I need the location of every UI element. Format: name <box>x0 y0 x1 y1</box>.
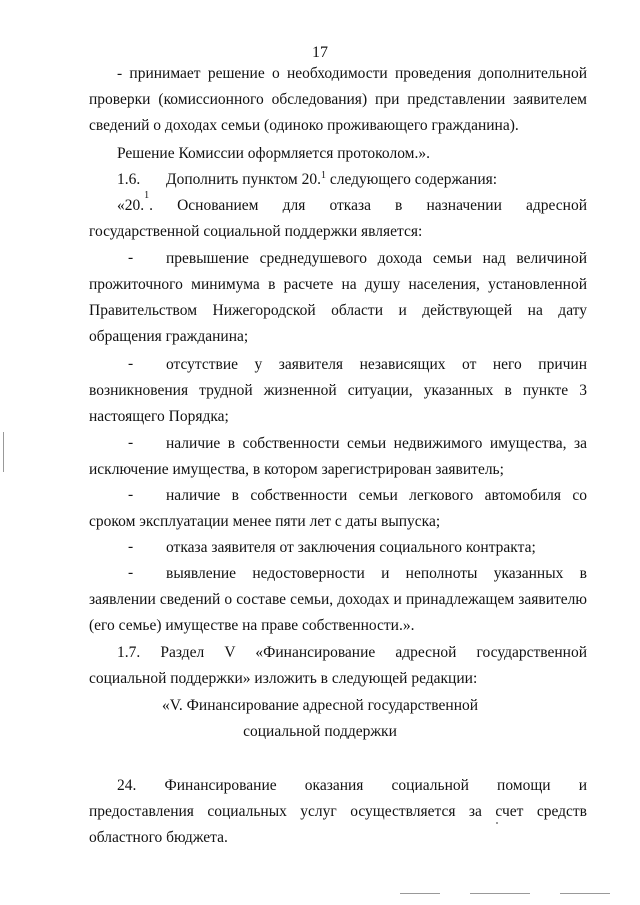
clause-20-1-line-1-rest: . Основанием для отказа в назначении адресной <box>149 197 587 214</box>
item-1-6-sup: 1 <box>320 170 326 181</box>
scan-speck <box>470 893 530 894</box>
bullet-6-line-2: заявлении сведений о составе семьи, доходах и принадлежащем заявителю <box>89 591 587 608</box>
bullet-5-dash: - <box>128 538 134 555</box>
para-decision-line-3: сведений о доходах семьи (одиноко проживающего гражданина). <box>89 117 519 134</box>
bullet-6-line-1: выявление недостоверности и неполноты указанных в <box>166 565 587 582</box>
bullet-3-line-2: исключение имущества, в котором зарегистрирован заявитель; <box>89 461 504 478</box>
section-v-heading-line-2: социальной поддержки <box>243 723 397 740</box>
item-24-line-1: 24. Финансирование оказания социальной помощи и <box>117 777 587 794</box>
bullet-1-line-2: прожиточного минимума в расчете на душу населения, установленной <box>89 276 587 293</box>
bullet-4-line-1: наличие в собственности семьи легкового автомобиля со <box>166 487 587 504</box>
bullet-3-line-1: наличие в собственности семьи недвижимого имущества, за <box>166 435 587 452</box>
bullet-1-line-3: Правительством Нижегородской области и действующей на дату <box>89 302 587 319</box>
scan-speck <box>496 822 498 824</box>
bullet-5-line-1: отказа заявителя от заключения социального контракта; <box>166 539 536 556</box>
clause-20-1-sup: 1 <box>144 190 150 201</box>
item-24-line-2: предоставления социальных услуг осуществляется за счет средств <box>89 803 587 820</box>
scan-speck <box>3 432 4 472</box>
para-decision-line-1: - принимает решение о необходимости проведения дополнительной <box>117 65 587 82</box>
bullet-2-line-2: возникновения трудной жизненной ситуации, указанных в пункте 3 <box>89 382 587 399</box>
bullet-2-dash: - <box>128 355 134 372</box>
bullet-1-dash: - <box>128 249 134 266</box>
item-1-6-text-after: следующего содержания: <box>325 171 498 188</box>
bullet-6-dash: - <box>128 564 134 581</box>
item-24-line-3: областного бюджета. <box>89 829 228 846</box>
item-1-6-number: 1.6. <box>117 171 141 188</box>
item-1-7-line-1: 1.7. Раздел V «Финансирование адресной государственной <box>117 644 587 661</box>
section-v-heading-line-1: «V. Финансирование адресной государственной <box>161 697 479 714</box>
bullet-6-line-3: (его семье) имуществе на праве собственности.». <box>89 617 415 634</box>
item-1-7-line-2: социальной поддержки» изложить в следующей редакции: <box>89 670 478 687</box>
clause-20-1-line-2: государственной социальной поддержки является: <box>89 223 423 240</box>
bullet-4-dash: - <box>128 486 134 503</box>
para-protocol: Решение Комиссии оформляется протоколом.». <box>117 145 430 162</box>
bullet-2-line-3: настоящего Порядка; <box>89 408 229 425</box>
bullet-2-line-1: отсутствие у заявителя независящих от него причин <box>166 356 587 373</box>
page-number: 17 <box>312 44 328 61</box>
scan-speck <box>560 893 610 894</box>
bullet-3-dash: - <box>128 434 134 451</box>
para-decision-line-2: проверки (комиссионного обследования) при представлении заявителем <box>89 91 587 108</box>
clause-20-1-line-1 <box>117 190 587 216</box>
item-1-6-text <box>166 170 497 190</box>
scan-speck <box>400 893 440 894</box>
bullet-1-line-1: превышение среднедушевого дохода семьи над величиной <box>166 250 587 267</box>
item-1-6-text-before: Дополнить пунктом 20. <box>166 171 321 188</box>
clause-20-1-opening: «20. <box>117 197 145 214</box>
bullet-4-line-2: сроком эксплуатации менее пяти лет с даты выпуска; <box>89 513 441 530</box>
bullet-1-line-4: обращения гражданина; <box>89 328 249 345</box>
